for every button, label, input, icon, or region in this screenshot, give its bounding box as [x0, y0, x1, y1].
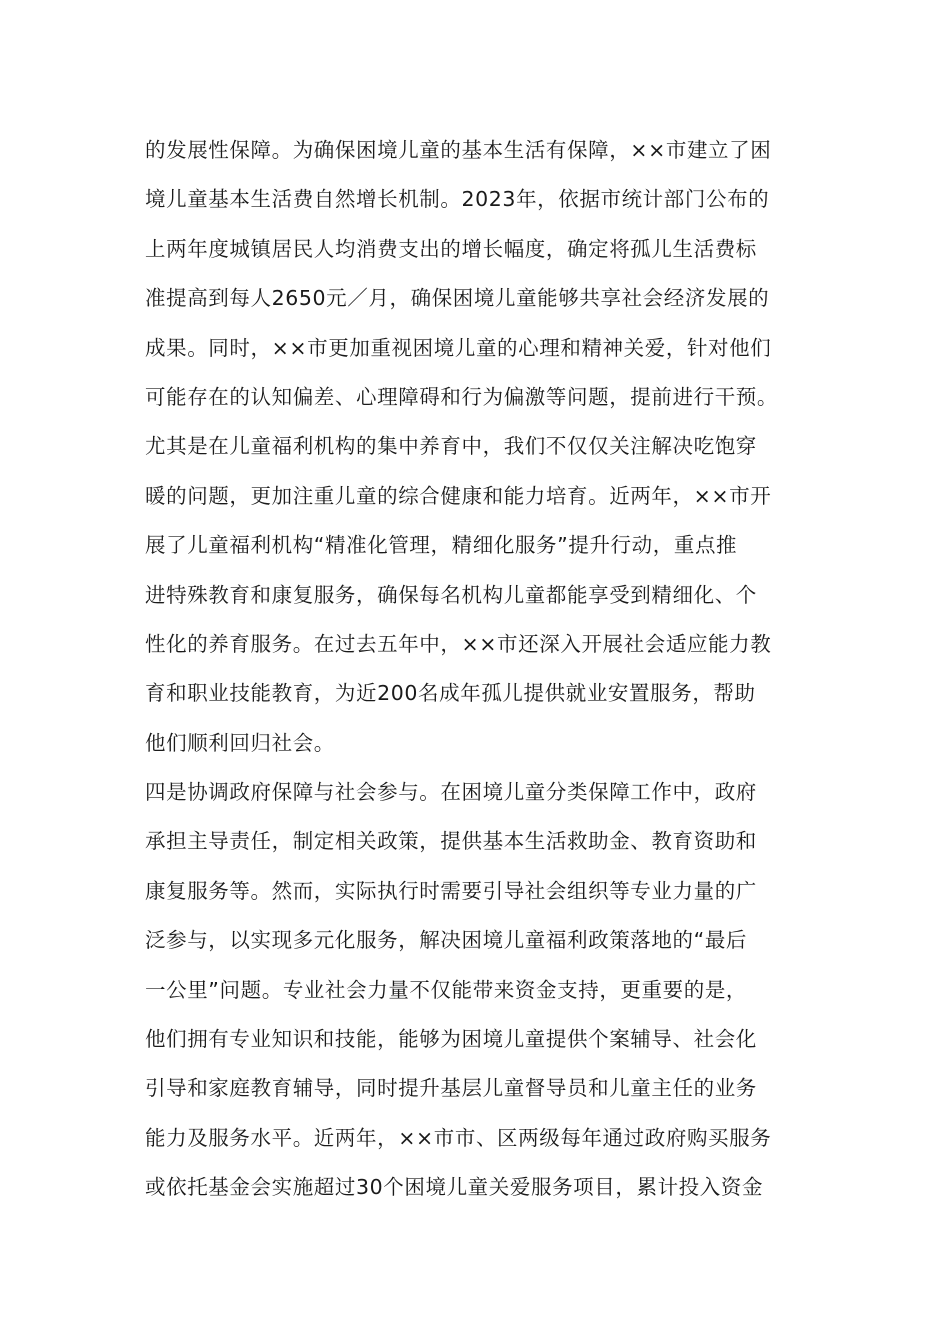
section-heading-line: 四是协调政府保障与社会参与。在困境儿童分类保障工作中，政府 — [145, 780, 757, 805]
text-line: 的发展性保障。为确保困境儿童的基本生活有保障，××市建立了困 — [145, 138, 772, 162]
text-line: 康复服务等。然而，实际执行时需要引导社会组织等专业力量的广 — [145, 878, 757, 903]
text-line: 或依托基金会实施超过30个困境儿童关爱服务项目，累计投入资金 — [145, 1175, 764, 1200]
text-line: 育和职业技能教育，为近200名成年孤儿提供就业安置服务，帮助 — [145, 681, 756, 706]
text-line: 一公里”问题。专业社会力量不仅能带来资金支持，更重要的是， — [145, 977, 748, 1002]
text-line: 他们拥有专业知识和技能，能够为困境儿童提供个案辅导、社会化 — [145, 1027, 757, 1052]
body-text — [145, 126, 835, 1213]
text-line: 承担主导责任，制定相关政策，提供基本生活救助金、教育资助和 — [145, 829, 757, 854]
text-line: 暖的问题，更加注重儿童的综合健康和能力培育。近两年，××市开 — [145, 483, 772, 508]
text-line: 尤其是在儿童福利机构的集中养育中，我们不仅仅关注解决吃饱穿 — [145, 434, 757, 459]
text-line: 性化的养育服务。在过去五年中，××市还深入开展社会适应能力教 — [145, 631, 772, 656]
text-line: 能力及服务水平。近两年，××市市、区两级每年通过政府购买服务 — [145, 1125, 772, 1150]
text-line: 展了儿童福利机构“精准化管理，精细化服务”提升行动，重点推 — [145, 533, 738, 558]
text-line: 泛参与，以实现多元化服务，解决困境儿童福利政策落地的“最后 — [145, 928, 748, 953]
text-line: 境儿童基本生活费自然增长机制。2023年，依据市统计部门公布的 — [145, 187, 770, 212]
text-line: 引导和家庭教育辅导，同时提升基层儿童督导员和儿童主任的业务 — [145, 1076, 757, 1101]
text-line: 上两年度城镇居民人均消费支出的增长幅度，确定将孤儿生活费标 — [145, 236, 757, 261]
text-line: 准提高到每人2650元／月，确保困境儿童能够共享社会经济发展的 — [145, 286, 770, 311]
text-line: 成果。同时，××市更加重视困境儿童的心理和精神关爱，针对他们 — [145, 335, 772, 360]
text-line: 可能存在的认知偏差、心理障碍和行为偏激等问题，提前进行干预。 — [145, 384, 778, 409]
text-line: 他们顺利回归社会。 — [145, 730, 335, 755]
text-line: 进特殊教育和康复服务，确保每名机构儿童都能享受到精细化、个 — [145, 582, 757, 607]
